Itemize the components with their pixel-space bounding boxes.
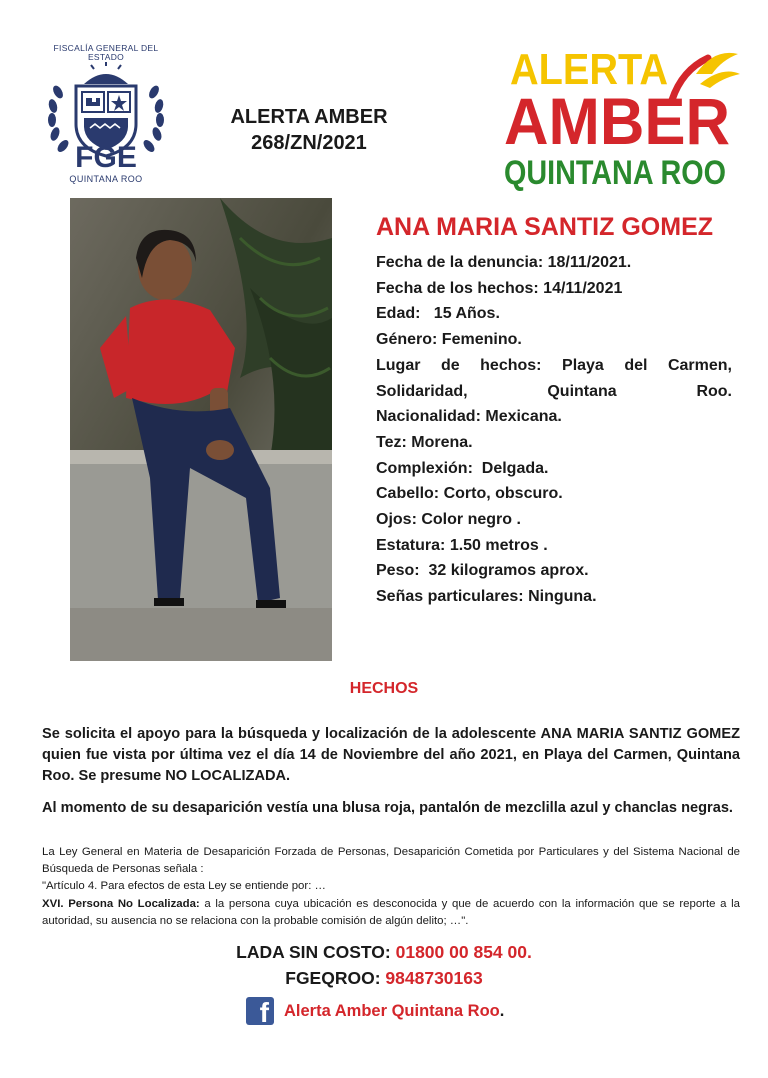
alert-code: 268/ZN/2021 — [251, 132, 367, 154]
detail-senas: Señas particulares: Ninguna. — [376, 588, 597, 606]
fgeqroo-number[interactable]: 9848730163 — [385, 968, 483, 988]
detail-peso: Peso: 32 kilogramos aprox. — [376, 562, 589, 580]
facebook-suffix: . — [499, 1001, 505, 1020]
fge-top-text: FISCALÍA GENERAL DEL ESTADO — [53, 43, 159, 62]
detail-ojos: Ojos: Color negro . — [376, 511, 521, 529]
person-name: ANA MARIA SANTIZ GOMEZ — [376, 213, 714, 241]
amber-logo-line2: AMBER — [504, 84, 730, 158]
detail-fecha-denuncia: Fecha de la denuncia: 18/11/2021. — [376, 254, 632, 271]
facebook-icon: f — [246, 997, 274, 1025]
legal-definition — [42, 896, 740, 931]
detail-edad: Edad: 15 Años. — [376, 305, 500, 323]
fgeqroo-label: FGEQROO: — [285, 968, 381, 988]
fgeqroo-contact — [0, 968, 768, 989]
missing-person-photo — [70, 198, 332, 661]
legal-definition-label: XVI. Persona No Localizada: — [42, 898, 200, 910]
lada-number[interactable]: 01800 00 854 00. — [395, 942, 532, 962]
alert-title: ALERTA AMBER — [230, 106, 388, 128]
amber-logo-line1: ALERTA — [510, 45, 668, 94]
fge-abbr: FGE — [75, 141, 137, 174]
legal-article: "Artículo 4. Para efectos de esta Ley se entiende por: … — [42, 880, 326, 892]
detail-complexion: Complexión: Delgada. — [376, 459, 549, 477]
fge-bottom-text: QUINTANA ROO — [69, 174, 143, 184]
detail-tez: Tez: Morena. — [376, 433, 473, 451]
hechos-paragraph-1: Se solicita el apoyo para la búsqueda y localización de la adolescente ANA MARIA SANTIZ GOMEZ quien fue vista por última vez el día 14 de Noviembre del año 2021, en Playa del Carmen, Quintana Roo. Se presume NO LOCALIZADA. — [42, 726, 740, 784]
amber-logo-line3: QUINTANA ROO — [504, 154, 726, 192]
hechos-paragraph-2: Al momento de su desaparición vestía una blusa roja, pantalón de mezclilla azul y chanclas negras. — [42, 800, 733, 816]
alert-code-block — [226, 104, 392, 156]
alerta-amber-logo — [500, 40, 740, 192]
legal-intro: La Ley General en Materia de Desaparición Forzada de Personas, Desaparición Cometida por Particulares y del Sistema Nacional de Búsqueda de Personas señala : — [42, 846, 740, 876]
person-details — [376, 250, 732, 610]
facebook-link[interactable] — [246, 995, 504, 1027]
lada-label: LADA SIN COSTO: — [236, 942, 391, 962]
detail-cabello: Cabello: Corto, obscuro. — [376, 485, 563, 503]
detail-estatura: Estatura: 1.50 metros . — [376, 536, 548, 554]
lada-contact — [0, 942, 768, 963]
legal-definition-text: a la persona cuya ubicación es desconocida y que de acuerdo con la información que se reporte a la autoridad, su ausencia no se relaciona con la probable comisión de algún delito; …". — [42, 898, 741, 928]
detail-lugar-hechos: Lugar de hechos: Playa del Carmen, Solidaridad, Quintana Roo. — [376, 356, 732, 400]
detail-nacionalidad: Nacionalidad: Mexicana. — [376, 408, 562, 426]
detail-fecha-hechos: Fecha de los hechos: 14/11/2021 — [376, 279, 623, 297]
hechos-title: HECHOS — [349, 680, 419, 697]
detail-genero: Género: Femenino. — [376, 331, 522, 349]
fge-logo — [40, 44, 172, 186]
facebook-label: Alerta Amber Quintana Roo — [284, 1001, 500, 1020]
